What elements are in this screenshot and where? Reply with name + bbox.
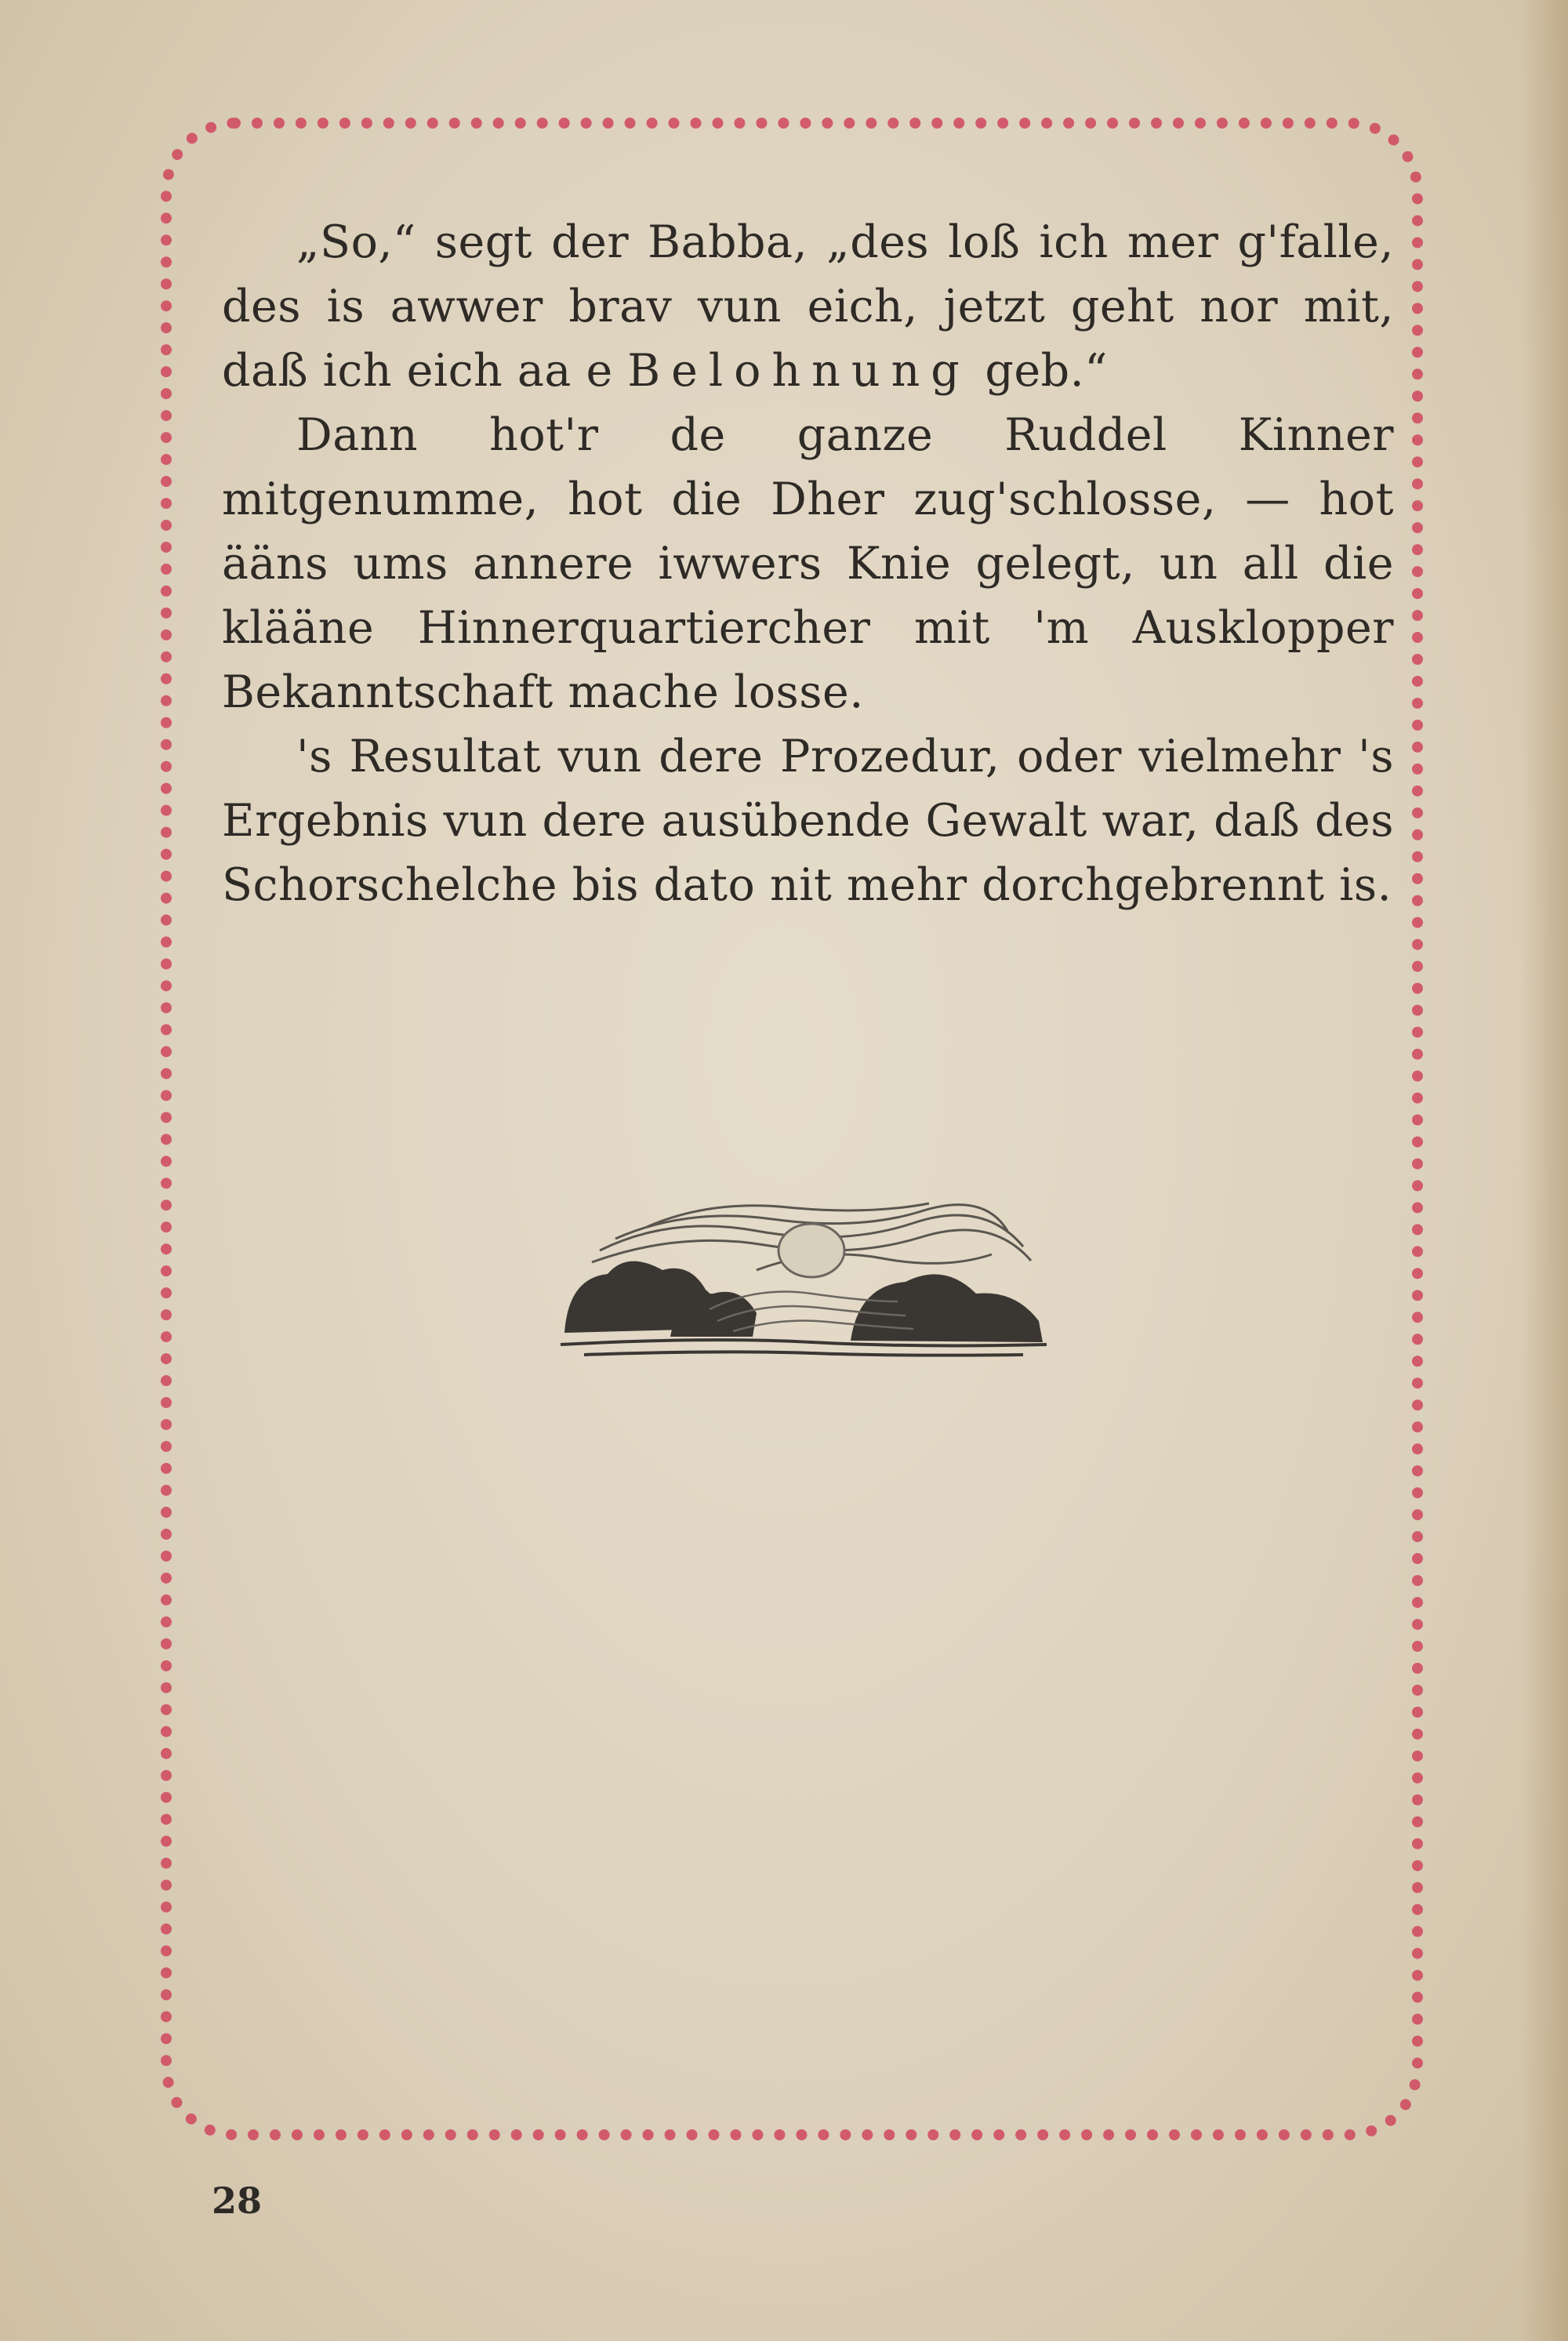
page-text	[222, 210, 1394, 917]
page-edge-shadow	[1521, 0, 1568, 2341]
page-number: 28	[212, 2179, 263, 2222]
paragraph-1	[222, 210, 1394, 403]
paragraph-1-text-after: geb.“	[970, 345, 1108, 397]
paragraph-1-emphasis: Belohnung	[627, 345, 971, 397]
vignette-moon	[779, 1224, 844, 1277]
vignette-ground	[561, 1340, 1047, 1356]
landscape-vignette	[553, 1176, 1054, 1372]
paragraph-3: 's Resultat vun dere Prozedur, oder vielmehr 's Ergebnis vun dere ausübende Gewalt war, daß des Schorschelche bis dato nit mehr dorchgebrennt is.	[222, 731, 1394, 911]
paragraph-2: Dann hot'r de ganze Ruddel Kinner mitgenumme, hot die Dher zug'schlosse, — hot ääns ums annere iwwers Knie gelegt, un all die klääne Hinnerquartiercher mit 'm Ausklopper Bekanntschaft mache losse.	[222, 409, 1394, 718]
paragraph-1-text-before: „So,“ segt der Babba, „des loß ich mer g'falle, des is awwer brav vun eich, jetzt geht nor mit, daß ich eich aa e	[222, 216, 1394, 397]
